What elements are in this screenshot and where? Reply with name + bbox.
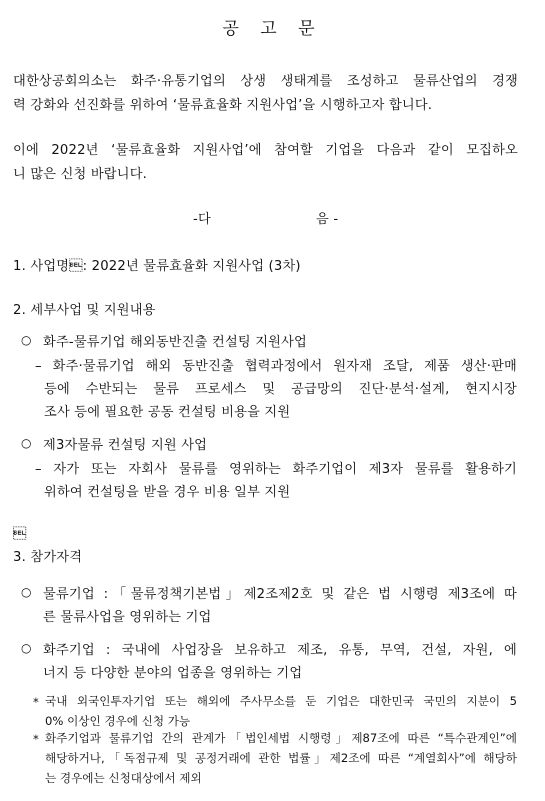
section-2-heading: 2. 세부사업 및 지원내용 [13, 303, 156, 318]
section-2-item-2-title: 제3자물류 컨설팅 지원 사업 [43, 438, 208, 453]
section-3-item-2-line-2: 너지 등 다양한 분야의 업종을 영위하는 기업 [43, 666, 303, 681]
note-2-line-1: 화주기업과 물류기업 간의 관계가「법인세법 시행령」제87조에 따른 “특수관계인”에 [45, 731, 517, 745]
section-3-item-1-line-2: 른 물류사업을 영위하는 기업 [43, 610, 212, 625]
note-1-line-2: 0% 이상인 경우에 신청 가능 [45, 714, 191, 728]
intro-line-2: 력 강화와 선진화를 위하여 ‘물류효율화 지원사업’을 시행하고자 합니다. [13, 98, 433, 113]
separator-left: -다 [193, 212, 211, 227]
notice-title: 공 고 문 [222, 19, 323, 39]
note-1-mark: * [33, 695, 39, 709]
note-2-mark: * [33, 732, 39, 746]
section-3-item-1-bullet: ○ [21, 585, 32, 599]
section-3-heading: 3. 참가자격 [13, 550, 83, 565]
section-3-item-2-line-1: 화주기업 : 국내에 사업장을 보유하고 제조, 유통, 무역, 건설, 자원, 에 [43, 643, 517, 658]
section-2-item-2-bullet: ○ [21, 436, 32, 450]
section-2-item-1-bullet: ○ [21, 333, 32, 347]
note-2-line-2: 해당하거나,「독점규제 및 공정거래에 관한 법률」제2조에 따른 “계열회사”에 해당하 [45, 751, 517, 765]
section-2-item-1-desc-3: 조사 등에 필요한 공동 컨설팅 비용을 지원 [44, 405, 291, 420]
section-2-item-2-desc-2: 위하여 컨설팅을 받을 경우 비용 일부 지원 [44, 485, 291, 500]
section-3-item-1-line-1: 물류기업 :「물류정책기본법」제2조제2호 및 같은 법 시행령 제3조에 따 [43, 587, 517, 602]
intro-line-1: 대한상공회의소는 화주·유통기업의 상생 생태계를 조성하고 물류산업의 경쟁 [13, 74, 518, 89]
separator-right: 음 - [316, 212, 339, 227]
stray-glyph:  [13, 527, 27, 542]
invite-line-2: 니 많은 신청 바랍니다. [13, 167, 148, 182]
note-2-line-3: 는 경우에는 신청대상에서 제외 [45, 771, 202, 785]
section-2-item-1-desc-1: – 화주·물류기업 해외 동반진출 협력과정에서 원자재 조달, 제품 생산·판매 [35, 359, 517, 374]
invite-line-1: 이에 2022년 ‘물류효율화 지원사업’에 참여할 기업을 다음과 같이 모집하오 [13, 143, 518, 158]
section-1-heading: 1. 사업명: 2022년 물류효율화 지원사업 (3차) [13, 259, 301, 274]
section-2-item-2-desc-1: – 자가 또는 자회사 물류를 영위하는 화주기업이 제3자 물류를 활용하기 [35, 462, 517, 477]
section-3-item-2-bullet: ○ [21, 641, 32, 655]
note-1-line-1: 국내 외국인투자기업 또는 해외에 주사무소를 둔 기업은 대한민국 국민의 지분이 5 [45, 694, 517, 708]
section-2-item-1-title: 화주-물류기업 해외동반진출 컨설팅 지원사업 [43, 335, 307, 350]
section-2-item-1-desc-2: 등에 수반되는 물류 프로세스 및 공급망의 진단·분석·설계, 현지시장 [44, 382, 517, 397]
